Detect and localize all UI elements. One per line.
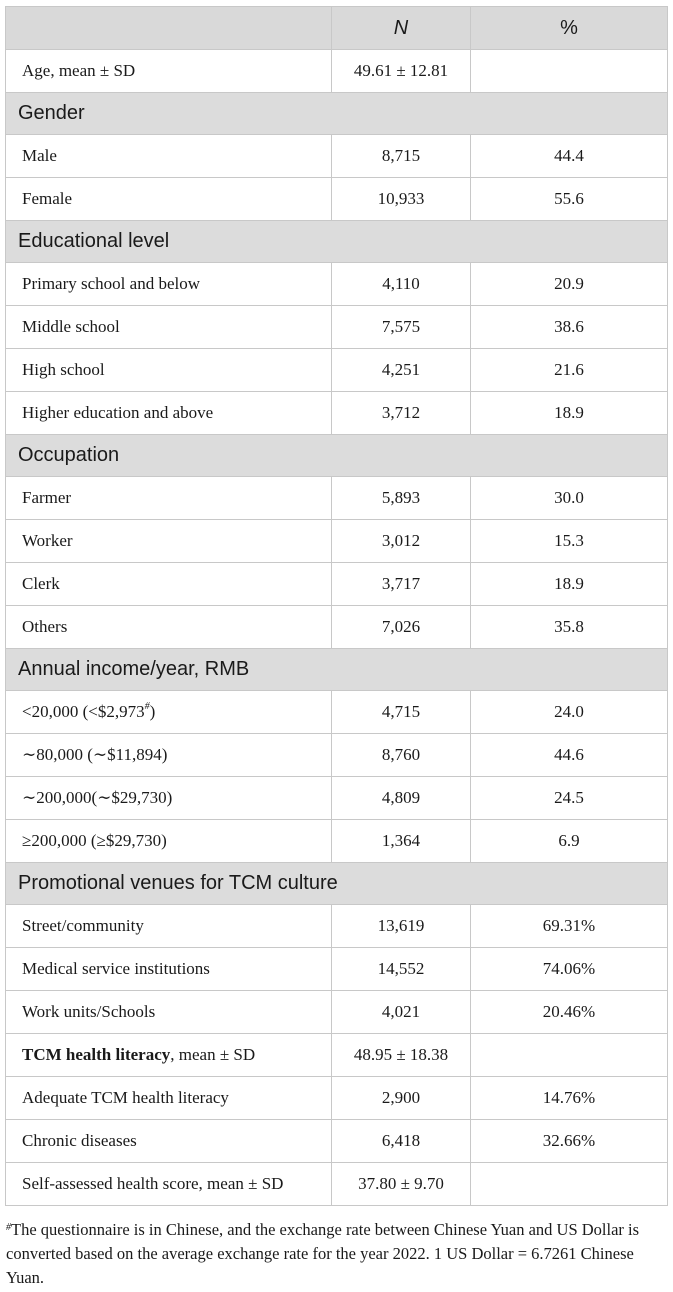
section-header-education bbox=[6, 221, 668, 263]
section-title: Annual income/year, RMB bbox=[6, 649, 668, 691]
table-row bbox=[6, 306, 668, 349]
row-n: 4,021 bbox=[332, 991, 471, 1034]
row-percent: 24.5 bbox=[471, 777, 668, 820]
row-label: Medical service institutions bbox=[6, 948, 332, 991]
row-label: ≥200,000 (≥$29,730) bbox=[6, 820, 332, 863]
table-row bbox=[6, 991, 668, 1034]
row-label: Male bbox=[6, 135, 332, 178]
table-row bbox=[6, 734, 668, 777]
section-header-income bbox=[6, 649, 668, 691]
row-n: 4,110 bbox=[332, 263, 471, 306]
footnote-mark: # bbox=[144, 701, 150, 712]
row-label: Chronic diseases bbox=[6, 1120, 332, 1163]
row-n: 10,933 bbox=[332, 178, 471, 221]
section-title: Gender bbox=[6, 93, 668, 135]
row-percent: 32.66% bbox=[471, 1120, 668, 1163]
row-percent: 20.9 bbox=[471, 263, 668, 306]
row-percent bbox=[471, 50, 668, 93]
table-row bbox=[6, 1034, 668, 1077]
row-label: Worker bbox=[6, 520, 332, 563]
table-row bbox=[6, 178, 668, 221]
row-label-bold: TCM health literacy bbox=[22, 1045, 171, 1064]
row-label: Higher education and above bbox=[6, 392, 332, 435]
row-percent: 6.9 bbox=[471, 820, 668, 863]
table-row bbox=[6, 477, 668, 520]
table-row bbox=[6, 263, 668, 306]
section-title: Educational level bbox=[6, 221, 668, 263]
row-n: 2,900 bbox=[332, 1077, 471, 1120]
table-row bbox=[6, 948, 668, 991]
row-n: 1,364 bbox=[332, 820, 471, 863]
row-n: 6,418 bbox=[332, 1120, 471, 1163]
header-blank bbox=[6, 7, 332, 50]
row-label: Farmer bbox=[6, 477, 332, 520]
row-label: Clerk bbox=[6, 563, 332, 606]
row-label bbox=[6, 1034, 332, 1077]
footnote-text: The questionnaire is in Chinese, and the exchange rate between Chinese Yuan and US Dollar is converted based on the average exchange rate for the year 2022. 1 US Dollar = 6.7261 Chinese Yuan. bbox=[6, 1220, 640, 1287]
row-percent: 35.8 bbox=[471, 606, 668, 649]
row-label: Age, mean ± SD bbox=[6, 50, 332, 93]
row-label bbox=[6, 691, 332, 734]
row-label: Middle school bbox=[6, 306, 332, 349]
row-label-rest: , mean ± SD bbox=[170, 1045, 256, 1064]
table-row bbox=[6, 520, 668, 563]
table-footnote bbox=[6, 1218, 668, 1290]
row-label: Street/community bbox=[6, 905, 332, 948]
row-label: ∼80,000 (∼$11,894) bbox=[6, 734, 332, 777]
row-percent: 24.0 bbox=[471, 691, 668, 734]
row-label: Others bbox=[6, 606, 332, 649]
row-n: 7,575 bbox=[332, 306, 471, 349]
row-n: 8,715 bbox=[332, 135, 471, 178]
header-n: N bbox=[332, 7, 471, 50]
row-n: 4,715 bbox=[332, 691, 471, 734]
row-label-text: <20,000 (<$2,973 bbox=[22, 702, 145, 721]
row-label: Primary school and below bbox=[6, 263, 332, 306]
row-percent: 18.9 bbox=[471, 392, 668, 435]
table-row bbox=[6, 392, 668, 435]
row-percent: 30.0 bbox=[471, 477, 668, 520]
row-n: 13,619 bbox=[332, 905, 471, 948]
table-row bbox=[6, 1120, 668, 1163]
row-n: 37.80 ± 9.70 bbox=[332, 1163, 471, 1206]
row-percent: 38.6 bbox=[471, 306, 668, 349]
table-row bbox=[6, 349, 668, 392]
row-percent bbox=[471, 1163, 668, 1206]
row-label: Self-assessed health score, mean ± SD bbox=[6, 1163, 332, 1206]
row-n: 7,026 bbox=[332, 606, 471, 649]
table-row bbox=[6, 777, 668, 820]
row-n: 3,012 bbox=[332, 520, 471, 563]
row-label: ∼200,000(∼$29,730) bbox=[6, 777, 332, 820]
table-row bbox=[6, 606, 668, 649]
row-percent: 21.6 bbox=[471, 349, 668, 392]
row-n: 3,712 bbox=[332, 392, 471, 435]
row-n: 8,760 bbox=[332, 734, 471, 777]
footnote-mark: # bbox=[6, 1222, 11, 1233]
row-percent: 20.46% bbox=[471, 991, 668, 1034]
row-percent: 74.06% bbox=[471, 948, 668, 991]
row-n: 3,717 bbox=[332, 563, 471, 606]
section-header-occupation bbox=[6, 435, 668, 477]
section-header-venues bbox=[6, 863, 668, 905]
row-percent: 18.9 bbox=[471, 563, 668, 606]
table-row bbox=[6, 820, 668, 863]
row-percent: 14.76% bbox=[471, 1077, 668, 1120]
header-percent: % bbox=[471, 7, 668, 50]
row-label: Adequate TCM health literacy bbox=[6, 1077, 332, 1120]
table-row bbox=[6, 563, 668, 606]
table-row bbox=[6, 1077, 668, 1120]
demographics-table bbox=[5, 6, 668, 1206]
row-n: 48.95 ± 18.38 bbox=[332, 1034, 471, 1077]
row-percent: 15.3 bbox=[471, 520, 668, 563]
table-header-row bbox=[6, 7, 668, 50]
table-row bbox=[6, 135, 668, 178]
table-row bbox=[6, 50, 668, 93]
section-header-gender bbox=[6, 93, 668, 135]
row-percent: 44.4 bbox=[471, 135, 668, 178]
row-label-end: ) bbox=[149, 702, 156, 721]
table-row bbox=[6, 905, 668, 948]
section-title: Promotional venues for TCM culture bbox=[6, 863, 668, 905]
row-n: 49.61 ± 12.81 bbox=[332, 50, 471, 93]
table-row bbox=[6, 691, 668, 734]
row-n: 4,251 bbox=[332, 349, 471, 392]
table-row bbox=[6, 1163, 668, 1206]
row-label: Female bbox=[6, 178, 332, 221]
section-title: Occupation bbox=[6, 435, 668, 477]
row-percent: 55.6 bbox=[471, 178, 668, 221]
row-label: High school bbox=[6, 349, 332, 392]
row-label: Work units/Schools bbox=[6, 991, 332, 1034]
row-percent bbox=[471, 1034, 668, 1077]
row-n: 4,809 bbox=[332, 777, 471, 820]
row-percent: 69.31% bbox=[471, 905, 668, 948]
row-n: 5,893 bbox=[332, 477, 471, 520]
row-n: 14,552 bbox=[332, 948, 471, 991]
row-percent: 44.6 bbox=[471, 734, 668, 777]
